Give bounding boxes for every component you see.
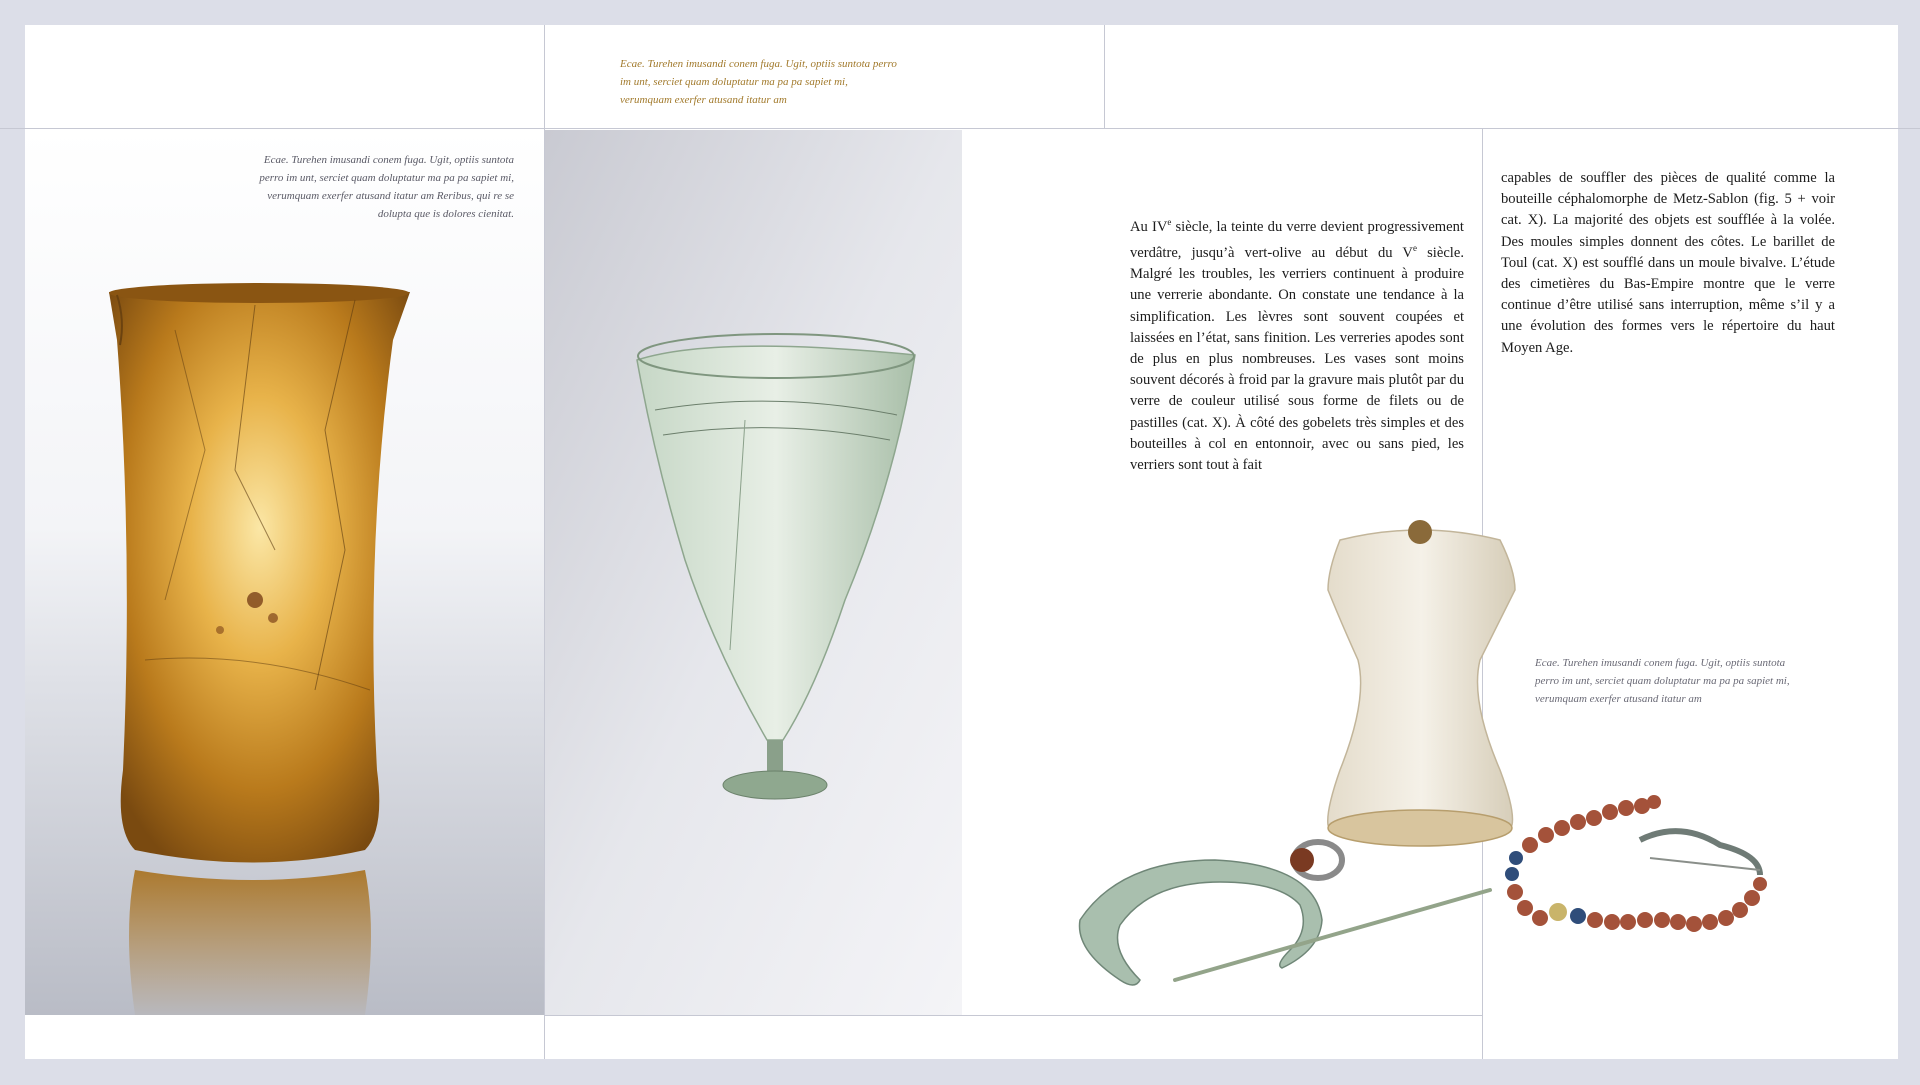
caption-top: Ecae. Turehen imusandi conem fuga. Ugit, optiis suntota perro im unt, serciet quam doluptatur ma pa pa sapiet mi, verumquam exerfer atusand itatur am — [620, 58, 897, 106]
header-guide-line — [0, 128, 1920, 129]
caption-grave-goods: Ecae. Turehen imusandi conem fuga. Ugit, optiis suntota perro im unt, serciet quam doluptatur ma pa pa sapiet mi, verumquam exerfer atusand itatur am — [1535, 657, 1790, 705]
text-run: siècle. Malgré les troubles, les verriers continuent à produire une verrerie abondante. On constate une tendance à la simplification. Les lèvres sont souvent coupées et laissées en l’état, sans finition. Les verreries apodes sont de plus en plus nombreuses. Les vases sont moins souvent décorés à froid par la gravure mais plutôt par du verre de couleur utilisé sous forme de filets ou de pastilles (cat. X). À côté des gobelets très simples et des bouteilles à col en entonnoir, avec ou sans pied, les verriers sont tout à fait — [1130, 244, 1464, 473]
article-column-1 — [1130, 212, 1464, 476]
grave-goods-group-photo — [1060, 510, 1840, 1020]
green-glass-cup-photo — [545, 130, 962, 1015]
right-margin-band — [1898, 25, 1920, 1059]
text-run: siècle, la teinte du verre devient progressivement verdâtre, jusqu’à vert-olive au début du V — [1130, 218, 1464, 261]
superscript: e — [1167, 217, 1172, 227]
article-paragraph-1 — [1130, 212, 1464, 476]
caption-amber-beaker: Ecae. Turehen imusandi conem fuga. Ugit, optiis suntota perro im unt, serciet quam doluptatur ma pa pa sapiet mi, verumquam exerfer atusand itatur am Reribus, qui re se dolupta que is dolores cienitat. — [259, 154, 514, 220]
superscript: e — [1412, 243, 1417, 254]
text-run: Au IV — [1130, 218, 1168, 235]
amber-glass-beaker-photo — [25, 130, 544, 1015]
article-paragraph-2: capables de souffler des pièces de qualité comme la bouteille céphalomorphe de Metz-Sablon (fig. 5 + voir cat. X). La majorité des objets est soufflée à la volée. Des moules simples donnent des côtes. Le barillet de Toul (cat. X) est soufflé dans un moule bivalve. L’étude des cimetières du Bas-Empire montre que le verre continue d’être utilisé sans interruption, même s’il y a une évolution des formes vers le répertoire du haut Moyen Age. — [1501, 170, 1835, 356]
column-guide-2 — [1104, 25, 1105, 129]
article-column-2 — [1501, 168, 1835, 359]
